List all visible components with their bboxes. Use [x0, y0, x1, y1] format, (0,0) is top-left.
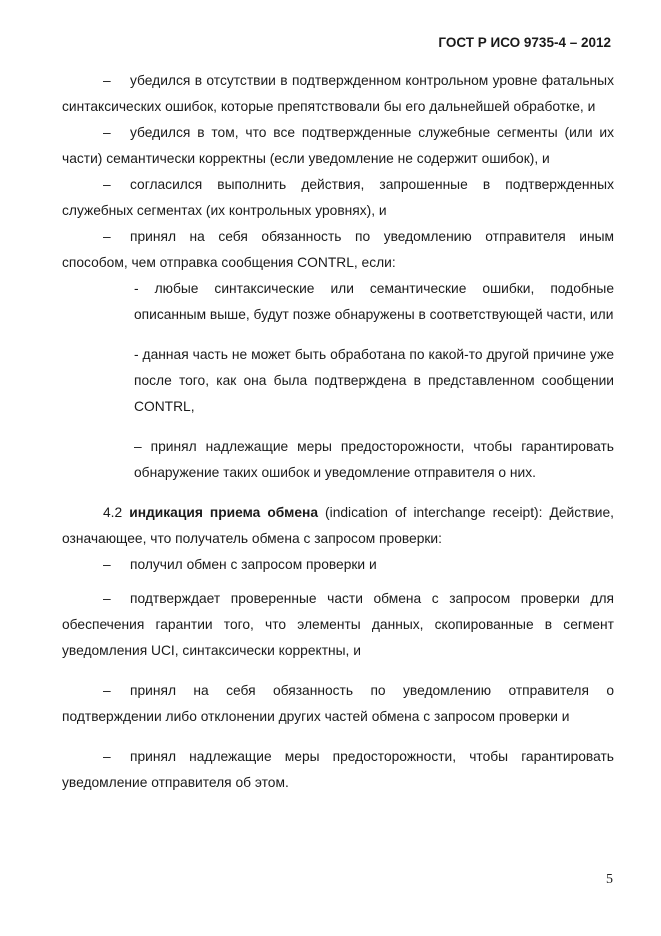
list-item-text: принял на себя обязанность по уведомлению отправителя иным способом, чем отправка сообщения CONTRL, если: [62, 229, 614, 270]
sub-list-item: – принял надлежащие меры предосторожности, чтобы гарантировать обнаружение таких ошибок и уведомление отправителя о них. [134, 438, 614, 480]
section-number: 4.2 [103, 504, 123, 520]
list-dash: – [103, 748, 111, 764]
list-item [62, 744, 614, 796]
list-item [62, 678, 614, 730]
page-number: 5 [606, 872, 613, 887]
list-item [62, 552, 614, 578]
list-item-text: подтверждает проверенные части обмена с запросом проверки для обеспечения гарантии того, что элементы данных, скопированные в сегмент уведомления UCI, синтаксически корректны, и [62, 590, 614, 658]
list-dash: – [103, 556, 111, 572]
list-dash: – [103, 229, 111, 244]
list-item-text: согласился выполнить действия, запрошенные в подтвержденных служебных сегментах (их контрольных уровнях), и [62, 177, 614, 218]
list-dash: – [103, 73, 111, 88]
term-definition: Действие, означающее, что получатель обмена с запросом проверки: [62, 504, 614, 546]
list-item-text: получил обмен с запросом проверки и [130, 556, 377, 572]
list-item [62, 172, 614, 224]
list-dash: – [103, 590, 111, 606]
list-item-text: принял на себя обязанность по уведомлению отправителя о подтверждении либо отклонении других частей обмена с запросом проверки и [62, 682, 614, 724]
list-item-text: убедился в том, что все подтвержденные служебные сегменты (или их части) семантически корректны (если уведомление не содержит ошибок), и [62, 125, 614, 166]
definition-paragraph [62, 500, 614, 552]
list-item [62, 120, 614, 172]
list-item [62, 224, 614, 276]
list-dash: – [103, 682, 111, 698]
document-header: ГОСТ Р ИСО 9735-4 – 2012 [438, 35, 611, 50]
sub-list-item: - любые синтаксические или семантические ошибки, подобные описанным выше, будут позже обнаружены в соответствующей части, или [134, 281, 614, 322]
document-body [62, 68, 614, 796]
list-item-text: убедился в отсутствии в подтвержденном контрольном уровне фатальных синтаксических ошибок, которые препятствовали бы его дальнейшей обработке, и [62, 73, 614, 114]
sub-list-item: - данная часть не может быть обработана по какой-то другой причине уже после того, как она была подтверждена в представленном сообщении CONTRL, [134, 346, 614, 414]
term-title: индикация приема обмена [129, 504, 319, 520]
list-item-text: принял надлежащие меры предосторожности, чтобы гарантировать уведомление отправителя об этом. [62, 748, 614, 790]
list-item [62, 586, 614, 664]
list-item [62, 68, 614, 120]
list-dash: – [103, 125, 111, 140]
list-dash: – [103, 177, 111, 192]
term-english: (indication of interchange receipt): [325, 504, 543, 520]
